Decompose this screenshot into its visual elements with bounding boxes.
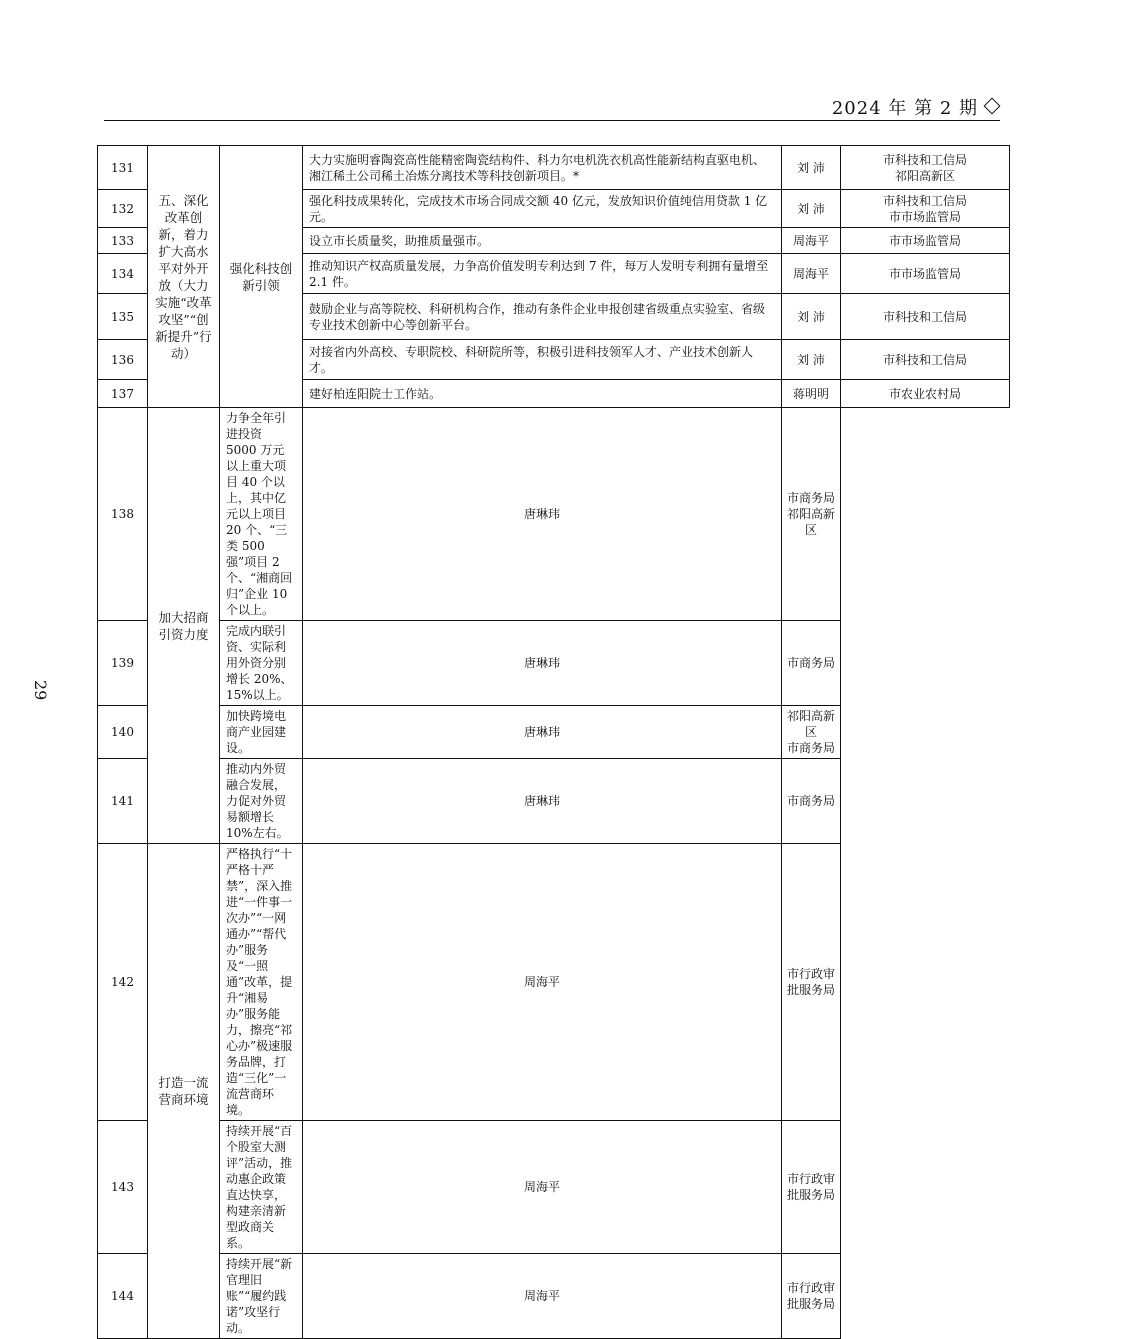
dept-line: 市科技和工信局	[882, 193, 967, 208]
person-cell: 刘 沛	[782, 340, 841, 380]
dept-line: 市市场监管局	[888, 209, 961, 224]
row-number: 140	[98, 706, 148, 759]
dept-line: 市科技和工信局	[882, 352, 967, 367]
dept-line: 市科技和工信局	[882, 152, 967, 167]
row-number: 134	[98, 254, 148, 294]
person-cell: 周海平	[782, 228, 841, 254]
dept-cell	[782, 759, 841, 844]
dept-line: 市商务局	[786, 491, 835, 505]
dept-cell	[782, 621, 841, 706]
issue-title: 2024 年 第 2 期	[831, 98, 978, 119]
group-cell: 加大招商引资力度	[148, 408, 220, 844]
dept-cell	[841, 294, 1010, 340]
page-number: 29	[31, 680, 50, 701]
task-cell: 大力实施明睿陶瓷高性能精密陶瓷结构件、科力尔电机洗衣机高性能新结构直驱电机、湘江稀土公司稀土冶炼分离技术等科技创新项目。*	[303, 146, 782, 190]
row-number: 133	[98, 228, 148, 254]
task-cell: 严格执行“十严格十严禁”，深入推进“一件事一次办”“一网通办”“帮代办”服务及“一照通”改革，提升“湘易办”服务能力，擦亮“祁心办”极速服务品牌，打造“三化”一流营商环境。	[220, 844, 303, 1121]
task-cell: 加快跨境电商产业园建设。	[220, 706, 303, 759]
person-cell: 周海平	[303, 844, 782, 1121]
table-row	[98, 146, 1010, 190]
person-cell: 周海平	[303, 1121, 782, 1254]
person-cell: 刘 沛	[782, 190, 841, 228]
person-cell: 周海平	[303, 1254, 782, 1339]
row-number: 136	[98, 340, 148, 380]
dept-line: 祁阳高新区	[894, 168, 955, 183]
dept-cell	[841, 340, 1010, 380]
task-table-body	[98, 146, 1010, 1339]
section-cell: 五、深化改革创新，着力扩大高水平对外开放（大力实施“改革攻坚”“创新提升”行动）	[148, 146, 220, 408]
task-cell: 推动知识产权高质量发展，力争高价值发明专利达到 7 件，每万人发明专利拥有量增至 2.1 件。	[303, 254, 782, 294]
task-cell: 持续开展“百个股室大测评”活动，推动惠企政策直达快享，构建亲清新型政商关系。	[220, 1121, 303, 1254]
table-row	[98, 408, 1010, 621]
task-cell: 持续开展“新官理旧账”“履约践诺”攻坚行动。	[220, 1254, 303, 1339]
task-cell: 建好柏连阳院士工作站。	[303, 380, 782, 408]
dept-cell	[782, 1254, 841, 1339]
task-cell: 推动内外贸融合发展，力促对外贸易额增长 10%左右。	[220, 759, 303, 844]
dept-line: 祁阳高新区	[786, 709, 835, 739]
person-cell: 唐琳玮	[303, 408, 782, 621]
task-table	[97, 145, 1010, 1339]
person-cell: 刘 沛	[782, 146, 841, 190]
task-cell: 设立市长质量奖，助推质量强市。	[303, 228, 782, 254]
person-cell: 蒋明明	[782, 380, 841, 408]
dept-cell	[782, 844, 841, 1121]
table-row	[98, 1121, 1010, 1254]
row-number: 141	[98, 759, 148, 844]
row-number: 142	[98, 844, 148, 1121]
person-cell: 唐琳玮	[303, 759, 782, 844]
group-cell: 打造一流营商环境	[148, 844, 220, 1339]
dept-line: 市行政审批服务局	[786, 1172, 835, 1202]
row-number: 137	[98, 380, 148, 408]
row-number: 139	[98, 621, 148, 706]
person-cell: 唐琳玮	[303, 706, 782, 759]
dept-line: 市商务局	[786, 656, 835, 670]
table-row	[98, 621, 1010, 706]
dept-line: 市市场监管局	[888, 266, 961, 281]
person-cell: 周海平	[782, 254, 841, 294]
row-number: 132	[98, 190, 148, 228]
dept-line: 市行政审批服务局	[786, 967, 835, 997]
dept-cell	[841, 190, 1010, 228]
dept-cell	[782, 706, 841, 759]
task-cell: 力争全年引进投资 5000 万元以上重大项目 40 个以上，其中亿元以上项目 20 个、“三类 500 强”项目 2 个、“湘商回归”企业 10 个以上。	[220, 408, 303, 621]
dept-cell	[782, 1121, 841, 1254]
table-row	[98, 1254, 1010, 1339]
row-number: 144	[98, 1254, 148, 1339]
person-cell: 唐琳玮	[303, 621, 782, 706]
dept-cell	[841, 146, 1010, 190]
person-cell: 刘 沛	[782, 294, 841, 340]
task-cell: 鼓励企业与高等院校、科研机构合作，推动有条件企业申报创建省级重点实验室、省级专业技术创新中心等创新平台。	[303, 294, 782, 340]
dept-line: 市科技和工信局	[882, 309, 967, 324]
row-number: 135	[98, 294, 148, 340]
header-rule	[104, 120, 1000, 121]
diamond-icon	[984, 98, 1001, 115]
row-number: 138	[98, 408, 148, 621]
task-cell: 对接省内外高校、专职院校、科研院所等，积极引进科技领军人才、产业技术创新人才。	[303, 340, 782, 380]
group-cell: 强化科技创新引领	[220, 146, 303, 408]
dept-line: 市市场监管局	[888, 233, 961, 248]
task-cell: 强化科技成果转化，完成技术市场合同成交额 40 亿元，发放知识价值纯信用贷款 1 亿元。	[303, 190, 782, 228]
task-cell: 完成内联引资、实际利用外资分别增长 20%、15%以上。	[220, 621, 303, 706]
row-number: 143	[98, 1121, 148, 1254]
issue-header	[832, 94, 998, 120]
table-row	[98, 759, 1010, 844]
table-row	[98, 706, 1010, 759]
dept-line: 市行政审批服务局	[786, 1281, 835, 1311]
dept-cell	[841, 380, 1010, 408]
dept-line: 市商务局	[786, 794, 835, 808]
table-row	[98, 844, 1010, 1121]
dept-cell	[782, 408, 841, 621]
dept-cell	[841, 254, 1010, 294]
dept-line: 祁阳高新区	[786, 507, 835, 537]
dept-line: 市农业农村局	[888, 386, 961, 401]
dept-cell	[841, 228, 1010, 254]
row-number: 131	[98, 146, 148, 190]
dept-line: 市商务局	[786, 741, 835, 755]
